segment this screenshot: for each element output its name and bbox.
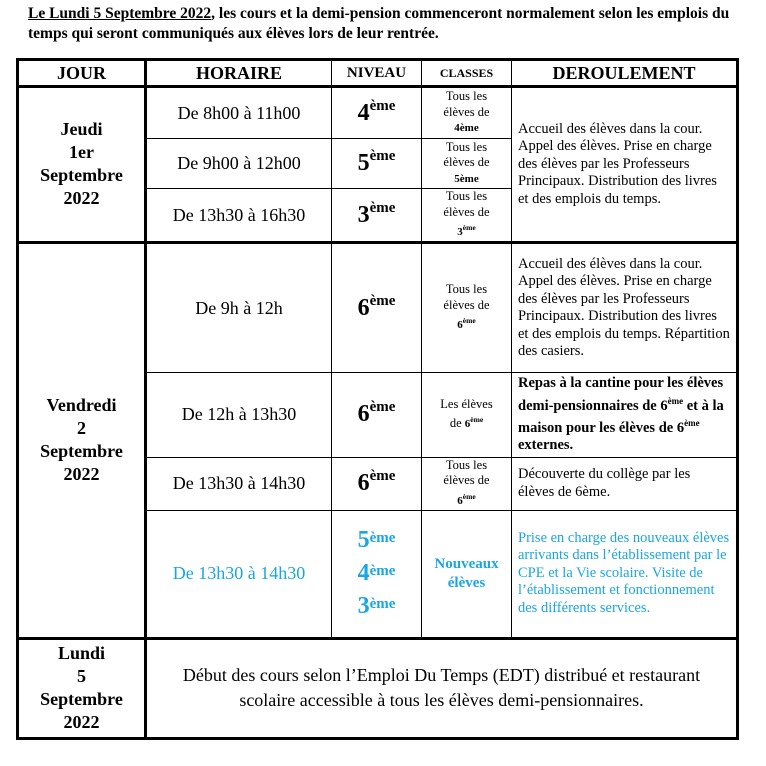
horaire-cell: De 12h à 13h30 [146, 373, 332, 458]
classes-cell: Tous les élèves de 4ème [422, 87, 512, 139]
classes-cell: Nouveaux élèves [422, 510, 512, 638]
intro-text: , les cours et la demi-pension commenceront normalement selon les emplois du temps qui seront communiqués aux élèves lors de leur rentrée. [28, 5, 730, 42]
classes-cell: Tous les élèves de 5ème [422, 139, 512, 189]
day-lundi: Lundi 5 Septembre 2022 [18, 638, 146, 738]
deroulement-jeudi: Accueil des élèves dans la cour. Appel des élèves. Prise en charge des élèves par les Professeurs Principaux. Distribution des livres et des emplois du temps. [512, 87, 738, 243]
classes-cell: Tous les élèves de 6ème [422, 457, 512, 510]
table-row [18, 87, 738, 139]
horaire-cell: De 13h30 à 14h30 [146, 457, 332, 510]
intro-paragraph [28, 4, 748, 44]
horaire-cell: De 9h à 12h [146, 242, 332, 372]
niveau-cell: 5ème [332, 139, 422, 189]
deroulement-cell: Accueil des élèves dans la cour. Appel des élèves. Prise en charge des élèves par les Professeurs Principaux. Distribution des livres et des emplois du temps. Répartition des casiers. [512, 242, 738, 372]
classes-cell: Les élèves de 6ème [422, 373, 512, 458]
horaire-cell: De 13h30 à 16h30 [146, 189, 332, 243]
classes-cell: Tous les élèves de 6ème [422, 242, 512, 372]
schedule-table [16, 58, 739, 740]
niveau-cell: 5ème 4ème 3ème [332, 510, 422, 638]
header-horaire: HORAIRE [146, 60, 332, 87]
table-row [18, 638, 738, 738]
deroulement-cell: Découverte du collège par les élèves de 6ème. [512, 457, 738, 510]
horaire-cell: De 9h00 à 12h00 [146, 139, 332, 189]
header-jour: JOUR [18, 60, 146, 87]
niveau-cell: 4ème [332, 87, 422, 139]
header-classes: CLASSES [422, 60, 512, 87]
niveau-cell: 6ème [332, 373, 422, 458]
table-row [18, 242, 738, 372]
header-row [18, 60, 738, 87]
niveau-cell: 6ème [332, 242, 422, 372]
day-vendredi: Vendredi 2 Septembre 2022 [18, 242, 146, 638]
classes-cell: Tous les élèves de 3ème [422, 189, 512, 243]
horaire-cell: De 13h30 à 14h30 [146, 510, 332, 638]
horaire-cell: De 8h00 à 11h00 [146, 87, 332, 139]
deroulement-cell: Prise en charge des nouveaux élèves arrivants dans l’établissement par le CPE et la Vie scolaire. Visite de l’établissement et fonctionnement des différents services. [512, 510, 738, 638]
header-niveau: NIVEAU [332, 60, 422, 87]
intro-date: Le Lundi 5 Septembre 2022 [28, 5, 212, 22]
lundi-description: Début des cours selon l’Emploi Du Temps (EDT) distribué et restaurant scolaire accessible à tous les élèves demi-pensionnaires. [146, 638, 738, 738]
header-deroulement: DEROULEMENT [512, 60, 738, 87]
niveau-cell: 3ème [332, 189, 422, 243]
deroulement-cell: Repas à la cantine pour les élèves demi-pensionnaires de 6ème et à la maison pour les élèves de 6ème externes. [512, 373, 738, 458]
niveau-cell: 6ème [332, 457, 422, 510]
day-jeudi: Jeudi 1er Septembre 2022 [18, 87, 146, 243]
